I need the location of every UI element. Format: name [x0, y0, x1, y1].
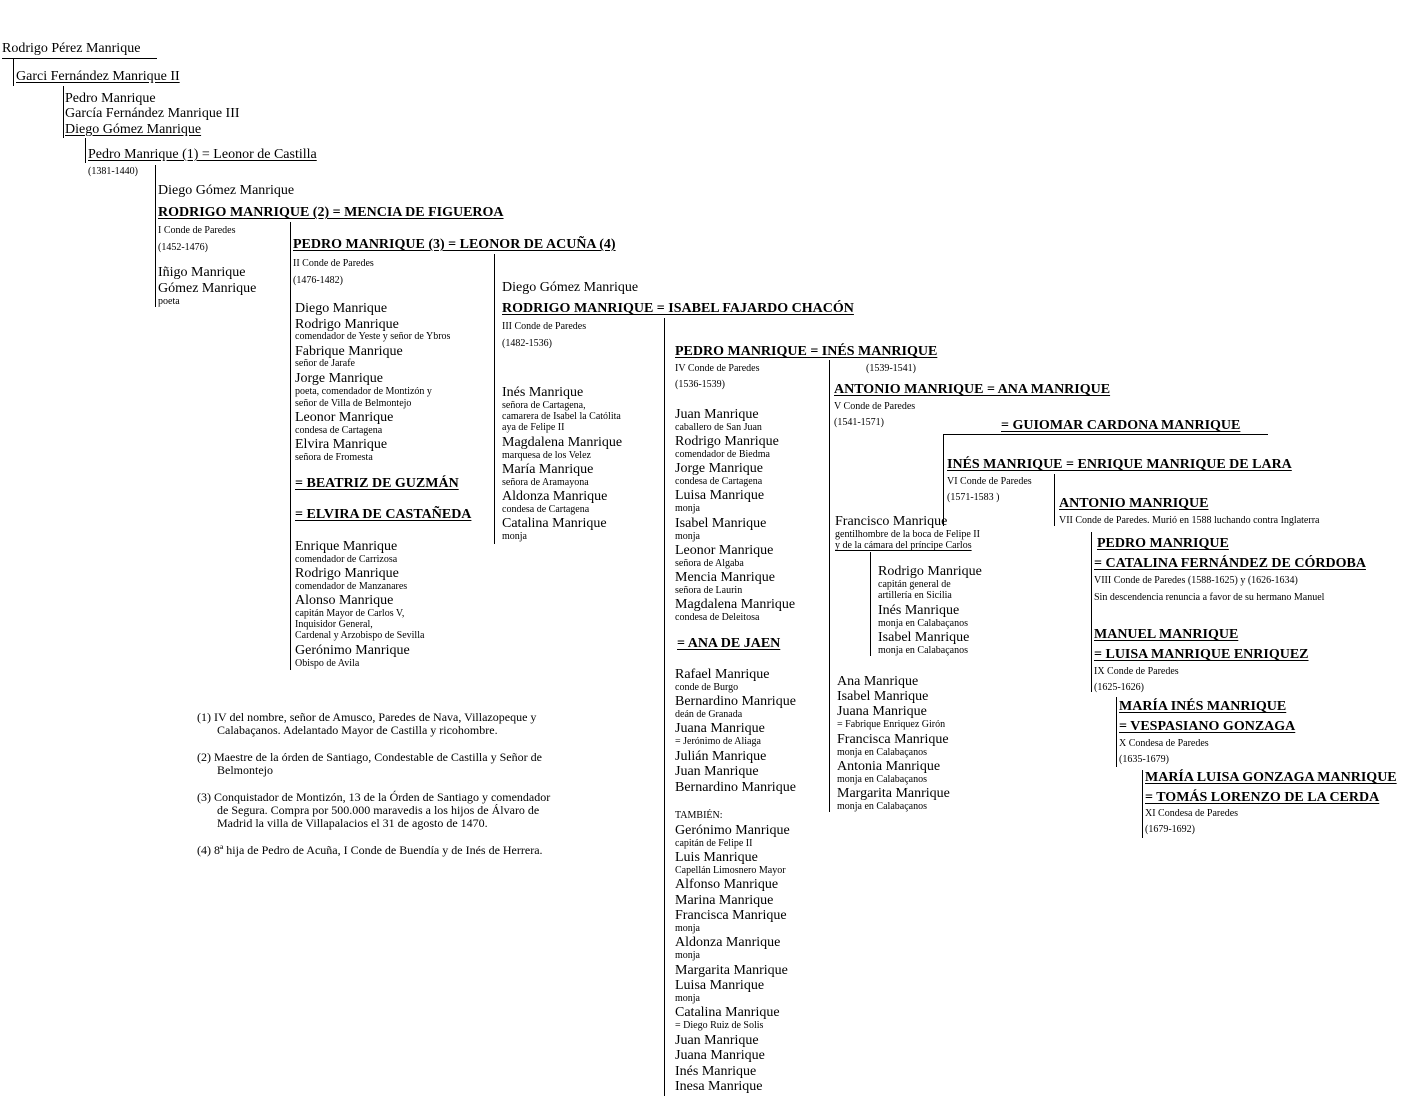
person-dates: (1541-1571) — [834, 417, 884, 428]
person-name: Bernardino Manrique — [675, 780, 796, 795]
person-note: señor de Villa de Belmontejo — [295, 398, 412, 409]
person-name: Gerónimo Manrique — [675, 823, 790, 838]
person-note: monja — [675, 503, 700, 514]
couple-title: ANTONIO MANRIQUE = ANA MANRIQUE — [834, 382, 1111, 397]
person-name: Rodrigo Pérez Manrique — [2, 41, 141, 56]
person-name: Juan Manrique — [675, 407, 759, 422]
person-title: VI Conde de Paredes — [947, 476, 1032, 487]
person-note: señor de Jarafe — [295, 358, 355, 369]
person-name: Aldonza Manrique — [675, 935, 781, 950]
connector-line — [1054, 474, 1055, 526]
person-name: Diego Gómez Manrique — [65, 122, 202, 137]
person-dates: (1679-1692) — [1145, 824, 1195, 835]
footnote-line: (1) IV del nombre, señor de Amusco, Paredes de Nava, Villazopeque y — [197, 710, 537, 724]
person-dates: (1536-1539) — [675, 379, 725, 390]
connector-line — [13, 58, 14, 86]
person-name: Garci Fernández Manrique II — [16, 69, 180, 84]
person-title: V Conde de Paredes — [834, 401, 916, 412]
person-name: Fabrique Manrique — [295, 344, 403, 359]
person-name: Margarita Manrique — [837, 786, 950, 801]
person-note: Inquisidor General, — [295, 619, 373, 630]
connector-line — [290, 222, 291, 670]
footnote — [197, 711, 617, 737]
person-name: Inés Manrique — [675, 1064, 757, 1079]
couple-title: PEDRO MANRIQUE — [1097, 536, 1229, 551]
connector-line — [155, 165, 156, 307]
person-name: Mencia Manrique — [675, 570, 775, 585]
person-note: Obispo de Avila — [295, 658, 360, 669]
person-dates: (1635-1679) — [1119, 754, 1169, 765]
footnote — [197, 791, 617, 830]
connector-line — [943, 434, 944, 526]
person-note: Capellán Limosnero Mayor — [675, 865, 786, 876]
person-name: Rodrigo Manrique — [295, 317, 399, 332]
person-name: Bernardino Manrique — [675, 694, 796, 709]
footnote-line: de Segura. Compra por 500.000 maravedis a los hijos de Álvaro de — [217, 803, 540, 817]
person-name: Leonor Manrique — [675, 543, 774, 558]
person-name: Diego Gómez Manrique — [502, 280, 639, 295]
person-note: monja en Calabaçanos — [837, 747, 927, 758]
person-note: conde de Burgo — [675, 682, 739, 693]
person-title: I Conde de Paredes — [158, 225, 236, 236]
person-name: Isabel Manrique — [675, 516, 767, 531]
person-title: VIII Conde de Paredes (1588-1625) y (1626-1634) — [1094, 575, 1298, 586]
person-name: Magdalena Manrique — [502, 435, 623, 450]
couple-title: INÉS MANRIQUE = ENRIQUE MANRIQUE DE LARA — [947, 457, 1292, 472]
footnote — [197, 844, 617, 857]
person-name: Rodrigo Manrique — [878, 564, 982, 579]
footnote-line: (3) Conquistador de Montizón, 13 de la Órden de Santiago y comendador — [197, 790, 551, 804]
person-note: marquesa de los Velez — [502, 450, 591, 461]
person-name: María Manrique — [502, 462, 594, 477]
connector-line — [1091, 532, 1092, 692]
person-note: capitán general de — [878, 579, 951, 590]
person-name: Inesa Manrique — [675, 1079, 763, 1094]
footnote — [197, 751, 617, 777]
footnote-line: Madrid la villa de Villapalacios el 31 de agosto de 1470. — [217, 816, 488, 830]
person-name: Julián Manrique — [675, 749, 767, 764]
section-label: TAMBIÉN: — [675, 810, 723, 821]
spouse-title: = GUIOMAR CARDONA MANRIQUE — [1001, 418, 1241, 433]
person-name: Catalina Manrique — [502, 516, 607, 531]
person-name: Ana Manrique — [837, 674, 919, 689]
person-name: Isabel Manrique — [878, 630, 970, 645]
connector-line — [664, 318, 665, 1096]
footnote-line: (2) Maestre de la órden de Santiago, Condestable de Castilla y Señor de — [197, 750, 542, 764]
person-note: monja — [675, 950, 700, 961]
spouse-title: = VESPASIANO GONZAGA — [1119, 719, 1296, 734]
person-name: Juan Manrique — [675, 764, 759, 779]
person-dates: (1452-1476) — [158, 242, 208, 253]
person-note: capitán Mayor de Carlos V, — [295, 608, 405, 619]
person-title: X Condesa de Paredes — [1119, 738, 1209, 749]
person-name: Francisca Manrique — [837, 732, 949, 747]
person-dates: (1476-1482) — [293, 275, 343, 286]
couple-title: PEDRO MANRIQUE = INÉS MANRIQUE — [675, 344, 938, 359]
person-name: Francisca Manrique — [675, 908, 787, 923]
person-name: Aldonza Manrique — [502, 489, 608, 504]
person-note: señora de Cartagena, — [502, 400, 586, 411]
person-title: III Conde de Paredes — [502, 321, 587, 332]
person-note: comendador de Manzanares — [295, 581, 408, 592]
person-note: monja en Calabaçanos — [878, 645, 968, 656]
person-note: comendador de Yeste y señor de Ybros — [295, 331, 451, 342]
person-note: comendador de Biedma — [675, 449, 770, 460]
person-dates: (1625-1626) — [1094, 682, 1144, 693]
connector-line — [829, 360, 830, 812]
connector-line — [870, 552, 871, 656]
person-name: Jorge Manrique — [675, 461, 763, 476]
person-title: VII Conde de Paredes. Murió en 1588 luchando contra Inglaterra — [1059, 515, 1320, 526]
person-note: monja en Calabaçanos — [837, 774, 927, 785]
person-note: condesa de Cartagena — [675, 476, 763, 487]
person-name: Pedro Manrique (1) = Leonor de Castilla — [88, 147, 317, 162]
connector-line — [1142, 770, 1143, 838]
person-title: IV Conde de Paredes — [675, 363, 760, 374]
person-title: II Conde de Paredes — [293, 258, 374, 269]
person-title: IX Conde de Paredes — [1094, 666, 1179, 677]
couple-title: ANTONIO MANRIQUE — [1059, 496, 1209, 511]
spouse-title: = CATALINA FERNÁNDEZ DE CÓRDOBA — [1094, 556, 1366, 571]
connector-line — [1116, 697, 1117, 767]
person-name: Luisa Manrique — [675, 978, 765, 993]
person-name: Jorge Manrique — [295, 371, 383, 386]
person-name: Pedro Manrique — [65, 91, 156, 106]
person-dates: (1482-1536) — [502, 338, 552, 349]
connector-line — [494, 254, 495, 544]
person-name: Antonia Manrique — [837, 759, 941, 774]
footnote-line: (4) 8ª hija de Pedro de Acuña, I Conde de Buendía y de Inés de Herrera. — [197, 843, 543, 857]
spouse-title: = BEATRIZ DE GUZMÁN — [295, 476, 459, 491]
person-note: señora de Aramayona — [502, 477, 589, 488]
person-name: Diego Manrique — [295, 301, 388, 316]
person-name: Alfonso Manrique — [675, 877, 779, 892]
person-note: condesa de Cartagena — [502, 504, 590, 515]
couple-title: RODRIGO MANRIQUE = ISABEL FAJARDO CHACÓN — [502, 301, 854, 316]
person-note: = Fabrique Enriquez Girón — [837, 719, 946, 730]
person-name: Luisa Manrique — [675, 488, 765, 503]
couple-title: RODRIGO MANRIQUE (2) = MENCIA DE FIGUEROA — [158, 205, 504, 220]
spouse-title: = ELVIRA DE CASTAÑEDA — [295, 507, 472, 522]
person-note: condesa de Cartagena — [295, 425, 383, 436]
person-name: Iñigo Manrique — [158, 265, 246, 280]
couple-title: MANUEL MANRIQUE — [1094, 627, 1239, 642]
person-dates: (1381-1440) — [88, 166, 138, 177]
spouse-title: = ANA DE JAEN — [677, 636, 781, 651]
person-note: = Diego Ruiz de Solis — [675, 1020, 764, 1031]
person-name: Magdalena Manrique — [675, 597, 796, 612]
person-note: caballero de San Juan — [675, 422, 762, 433]
person-note: Cardenal y Arzobispo de Sevilla — [295, 630, 425, 641]
couple-title: PEDRO MANRIQUE (3) = LEONOR DE ACUÑA (4) — [293, 237, 616, 252]
person-note: monja — [675, 923, 700, 934]
person-note: aya de Felipe II — [502, 422, 565, 433]
person-name: Luis Manrique — [675, 850, 758, 865]
couple-title: MARÍA INÉS MANRIQUE — [1119, 699, 1287, 714]
person-note: y de la cámara del príncipe Carlos — [835, 540, 972, 551]
person-name: Leonor Manrique — [295, 410, 394, 425]
connector-line — [2, 58, 157, 59]
person-name: Juana Manrique — [837, 704, 927, 719]
connector-line — [943, 434, 1268, 435]
person-note: = Jerónimo de Aliaga — [675, 736, 761, 747]
person-note: monja en Calabaçanos — [878, 618, 968, 629]
person-dates: (1571-1583 ) — [947, 492, 1000, 503]
person-name: Alonso Manrique — [295, 593, 394, 608]
person-note: señora de Fromesta — [295, 452, 373, 463]
person-name: Diego Gómez Manrique — [158, 183, 295, 198]
person-name: Francisco Manrique — [835, 514, 948, 529]
person-name: Gerónimo Manrique — [295, 643, 410, 658]
person-name: Catalina Manrique — [675, 1005, 780, 1020]
person-name: Rodrigo Manrique — [675, 434, 779, 449]
person-name: Enrique Manrique — [295, 539, 398, 554]
person-name: Inés Manrique — [878, 603, 960, 618]
person-note: monja — [675, 993, 700, 1004]
spouse-title: = LUISA MANRIQUE ENRIQUEZ — [1094, 647, 1309, 662]
person-note: Sin descendencia renuncia a favor de su hermano Manuel — [1094, 592, 1325, 603]
couple-title: MARÍA LUISA GONZAGA MANRIQUE — [1145, 770, 1397, 785]
person-note: monja — [675, 531, 700, 542]
person-note: camarera de Isabel la Católita — [502, 411, 621, 422]
person-name: Rodrigo Manrique — [295, 566, 399, 581]
person-note: monja — [502, 531, 527, 542]
person-note: poeta — [158, 296, 180, 307]
person-name: Juan Manrique — [675, 1033, 759, 1048]
spouse-title: = TOMÁS LORENZO DE LA CERDA — [1145, 790, 1380, 805]
person-note: comendador de Carrizosa — [295, 554, 398, 565]
person-name: Isabel Manrique — [837, 689, 929, 704]
person-title: XI Condesa de Paredes — [1145, 808, 1239, 819]
person-name: Marina Manrique — [675, 893, 774, 908]
person-name: Juana Manrique — [675, 1048, 765, 1063]
connector-line — [85, 138, 86, 163]
person-name: García Fernández Manrique III — [65, 106, 240, 121]
person-name: Gómez Manrique — [158, 281, 257, 296]
connector-line — [63, 86, 64, 138]
person-name: Elvira Manrique — [295, 437, 388, 452]
person-note: monja en Calabaçanos — [837, 801, 927, 812]
person-name: Juana Manrique — [675, 721, 765, 736]
footnote-line: Calabaçanos. Adelantado Mayor de Castilla y ricohombre. — [217, 723, 498, 737]
person-note: señora de Algaba — [675, 558, 744, 569]
person-name: Rafael Manrique — [675, 667, 770, 682]
person-note: condesa de Deleitosa — [675, 612, 760, 623]
footnote-line: Belmontejo — [217, 763, 273, 777]
person-note: capitán de Felipe II — [675, 838, 753, 849]
person-note: artillería en Sicilia — [878, 590, 952, 601]
person-note: señora de Laurin — [675, 585, 743, 596]
person-note: poeta, comendador de Montizón y — [295, 386, 432, 397]
person-note: deán de Granada — [675, 709, 743, 720]
person-name: Inés Manrique — [502, 385, 584, 400]
person-dates: (1539-1541) — [866, 363, 916, 374]
person-note: gentilhombre de la boca de Felipe II — [835, 529, 980, 540]
person-name: Margarita Manrique — [675, 963, 788, 978]
